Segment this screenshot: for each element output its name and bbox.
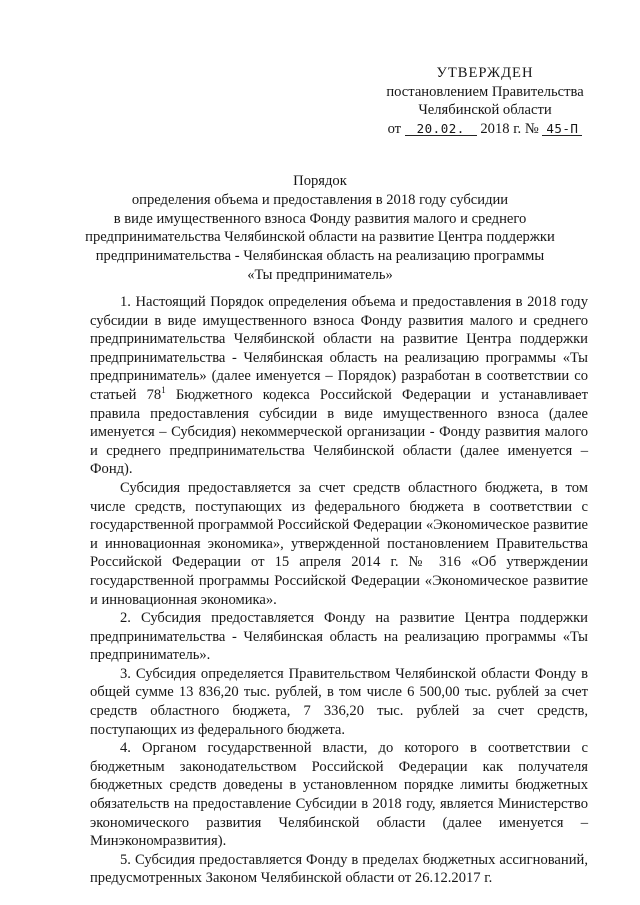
title-line: предпринимательства Челябинской области на развитие Центра поддержки: [85, 229, 555, 246]
approval-line-1: постановлением Правительства: [386, 83, 584, 100]
date-prefix: от: [387, 120, 402, 137]
paragraph-1-text-cont: Бюджетного кодекса Российской Федерации и устанавливает правила предоставления субсидии в виде имущественного взноса (далее именуется – Субсидия) некоммерческой организации - Фонду развития малого и среднего предпринимательства Челябинской области (далее именуется – Фонд).: [90, 386, 588, 478]
paragraph-2: Субсидия предоставляется за счет средств областного бюджета, в том числе средств, поступающих из федерального бюджета в соответствии с государственной программой Российской Федерации «Экономическое развитие и инновационная экономика», утвержденной постановлением Правительства Российской Федерации от 15 апреля 2014 г. № 316 «Об утверждении государственной программы Российской Федерации «Экономическое развитие и инновационная экономика».: [90, 479, 588, 608]
title-line: определения объема и предоставления в 2018 году субсидии: [131, 191, 509, 208]
document-body: [90, 293, 588, 888]
paragraph-5: 4. Органом государственной власти, до которого в соответствии с бюджетным законодательством Российской Федерации как получателя бюджетных средств доведены в установленном порядке лимиты бюджетных обязательств на предоставление Субсидии в 2018 году, является Министерство экономического развития Челябинской области (далее именуется – Минэкономразвития).: [90, 740, 588, 850]
approval-stamp: [375, 64, 595, 138]
approval-number-field: 45-П: [542, 122, 582, 136]
paragraph-3: 2. Субсидия предоставляется Фонду на развитие Центра поддержки предпринимательства - Челябинская область на реализацию программы «Ты предприниматель».: [90, 610, 588, 664]
document-title: [60, 172, 580, 285]
approval-heading: УТВЕРЖДЕН: [436, 65, 534, 81]
paragraph-4: 3. Субсидия определяется Правительством Челябинской области Фонду в общей сумме 13 836,20 тыс. рублей, в том числе 6 500,00 тыс. рублей за счет средств областного бюджета, 7 336,20 тыс. рублей за счет средств, поступающих из федерального бюджета.: [90, 665, 588, 738]
title-line: Порядок: [293, 173, 347, 189]
paragraph-1: [90, 293, 588, 479]
approval-line-2: Челябинской области: [418, 102, 552, 118]
title-line: в виде имущественного взноса Фонду развития малого и среднего: [113, 210, 527, 227]
title-line: предпринимательства - Челябинская область на реализацию программы: [95, 248, 545, 265]
title-line: «Ты предприниматель»: [247, 266, 393, 283]
approval-date-line: [375, 120, 595, 139]
year-text: 2018 г. №: [480, 120, 539, 137]
approval-date-field: 20.02.: [405, 122, 477, 136]
article-superscript: 1: [161, 385, 166, 396]
paragraph-1-text: 1. Настоящий Порядок определения объема и предоставления в 2018 году субсидии в виде имущественного взноса Фонду развития малого и среднего предпринимательства Челябинской области на развитие Центра поддержки предпринимательства - Челябинская область на реализацию программы «Ты предприниматель» (далее именуется – Порядок) разработан в соответствии со статьей 78: [90, 294, 588, 403]
paragraph-6: 5. Субсидия предоставляется Фонду в пределах бюджетных ассигнований, предусмотренных Законом Челябинской области от 26.12.2017 г.: [90, 851, 588, 887]
